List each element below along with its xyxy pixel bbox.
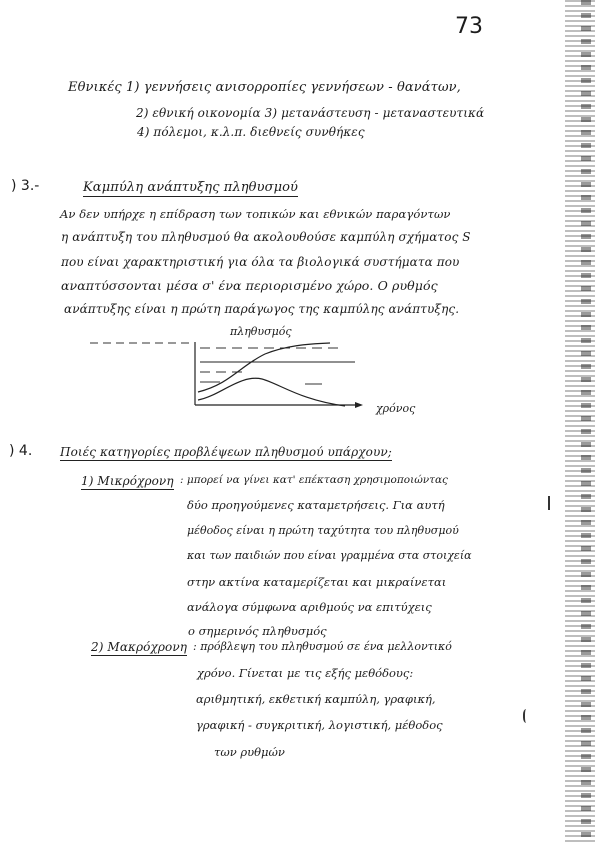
intro-line-1: Εθνικές 1) γεννήσεις ανισορροπίες γεννήσεων - θανάτων, xyxy=(68,80,461,95)
section-3-title: Καμπύλη ανάπτυξης πληθυσμού xyxy=(83,180,299,195)
page-number: 73 xyxy=(455,14,483,39)
item-1-label: 1) Μικρόχρονη xyxy=(81,474,174,488)
graph-x-label: χρόνος xyxy=(376,402,416,415)
graph-x-arrow xyxy=(355,402,363,408)
intro-line-2: 2) εθνική οικονομία 3) μετανάστευση - μεταναστευτικά xyxy=(136,106,485,120)
section-3-number: ) 3.- xyxy=(11,178,40,194)
item-1-line-5: στην ακτίνα καταμερίζεται και μικραίνεται xyxy=(187,575,447,589)
item-1-line-3: μέθοδος είναι η πρώτη ταχύτητα του πληθυσμού xyxy=(187,524,459,537)
graph-y-label: πληθυσμός xyxy=(230,325,292,338)
item-2-line-4: γραφική - συγκριτική, λογιστική, μέθοδος xyxy=(196,718,443,732)
section-3-line-5: ανάπτυξης είναι η πρώτη παράγωγος της καμπύλης ανάπτυξης. xyxy=(64,302,460,316)
growth-curve-sketch xyxy=(90,322,450,424)
item-2-label: 2) Μακρόχρονη xyxy=(91,640,188,654)
graph-growth-rate-curve xyxy=(198,378,345,406)
item-1-line-6: ανάλογα σύμφωνα αριθμούς να επιτύχεις xyxy=(187,600,432,614)
graph-s-curve xyxy=(198,343,330,392)
item-2-line-2: χρόνο. Γίνεται με τις εξής μεθόδους: xyxy=(197,666,414,680)
binding-holes xyxy=(581,0,591,842)
section-3-line-3: που είναι χαρακτηριστική για όλα τα βιολογικά συστήματα που xyxy=(61,255,460,269)
margin-mark-1 xyxy=(548,496,553,510)
item-1-line-1: : μπορεί να γίνει κατ' επέκταση χρησιμοποιώντας xyxy=(180,474,448,486)
item-1-line-7: ο σημερινός πληθυσμός xyxy=(188,624,327,638)
section-3-line-1: Αν δεν υπήρχε η επίδραση των τοπικών και εθνικών παραγόντων xyxy=(60,207,451,221)
section-4-number: ) 4. xyxy=(9,443,33,459)
section-4-title: Ποιές κατηγορίες προβλέψεων πληθυσμού υπάρχουν; xyxy=(60,445,392,459)
item-2-line-1: : πρόβλεψη του πληθυσμού σε ένα μελλοντικό xyxy=(193,640,452,653)
item-2-line-5: των ρυθμών xyxy=(214,745,285,759)
item-2-line-3: αριθμητική, εκθετική καμπύλη, γραφική, xyxy=(196,692,436,706)
section-3-line-2: η ανάπτυξη του πληθυσμού θα ακολουθούσε καμπύλη σχήματος S xyxy=(61,230,471,244)
margin-mark-2 xyxy=(523,709,531,723)
section-3-line-4: αναπτύσσονται μέσα σ' ένα περιορισμένο χώρο. Ο ρυθμός xyxy=(61,278,438,293)
item-1-line-2: δύο προηγούμενες καταμετρήσεις. Για αυτή xyxy=(187,498,445,512)
item-1-line-4: και των παιδιών που είναι γραμμένα στα στοιχεία xyxy=(187,549,472,562)
intro-line-3: 4) πόλεμοι, κ.λ.π. διεθνείς συνθήκες xyxy=(137,125,365,139)
